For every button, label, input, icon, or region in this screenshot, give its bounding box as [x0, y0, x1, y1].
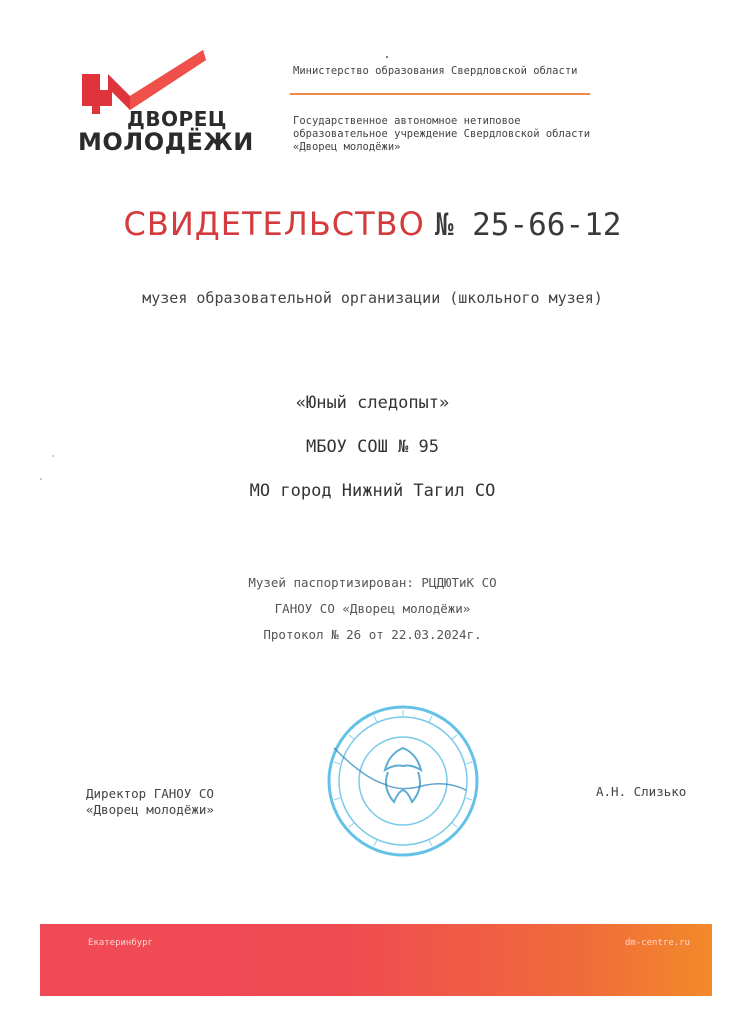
- municipality: МО город Нижний Тагил СО: [249, 481, 496, 501]
- organization-line: Государственное автономное нетиповое: [293, 115, 521, 127]
- director-title: [86, 786, 214, 818]
- certificate-title: [0, 205, 745, 243]
- header-divider: [290, 93, 590, 95]
- ministry-label: Министерство образования Свердловской области: [293, 65, 578, 77]
- organization-line: образовательное учреждение Свердловской области: [293, 128, 591, 140]
- certificate-number: № 25-66-12: [434, 207, 622, 243]
- scan-speck: [52, 455, 54, 457]
- logo-line1: ДВОРЕЦ: [127, 107, 227, 131]
- signer-name: А.Н. Слизько: [596, 784, 687, 799]
- scan-speck: [386, 56, 388, 58]
- footer-website: dm-centre.ru: [624, 938, 690, 948]
- scan-speck: [40, 478, 42, 480]
- museum-name: «Юный следопыт»: [295, 393, 450, 413]
- organization-block: [293, 115, 590, 154]
- passport-line: ГАНОУ СО «Дворец молодёжи»: [274, 601, 471, 616]
- school-name: МБОУ СОШ № 95: [305, 437, 440, 457]
- director-line: «Дворец молодёжи»: [86, 802, 214, 817]
- logo-line2: МОЛОДЁЖИ: [78, 128, 254, 156]
- footer-city: Екатеринбург: [88, 938, 154, 948]
- logo: [78, 48, 254, 160]
- protocol-line: Протокол № 26 от 22.03.2024г.: [263, 627, 482, 642]
- director-line: Директор ГАНОУ СО: [86, 786, 214, 801]
- certificate-subtitle: музея образовательной организации (школьного музея): [142, 289, 603, 307]
- footer-band: [40, 924, 712, 996]
- organization-line: «Дворец молодёжи»: [293, 141, 401, 153]
- official-stamp: [322, 700, 484, 862]
- title-word: СВИДЕТЕЛЬСТВО: [123, 205, 425, 243]
- passport-line: Музей паспортизирован: РЦДЮТиК СО: [248, 575, 497, 590]
